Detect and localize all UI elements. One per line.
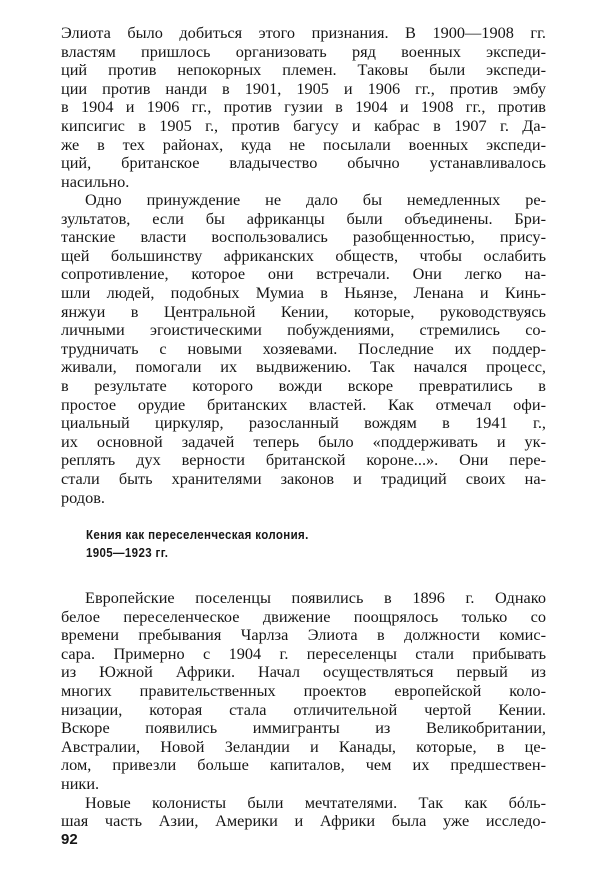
page-number: 92 — [61, 831, 78, 848]
text-line: Вскоре появились иммигранты из Великобритании, — [61, 719, 546, 738]
text-line: ники. — [61, 773, 100, 793]
text-line: сопротивление, которое они встречали. Они легко на- — [61, 265, 546, 284]
text-line: белое переселенческое движение поощрялось только со — [61, 607, 546, 626]
text-line: времени пребывания Чарлза Элиота в должности комис- — [61, 626, 546, 645]
text-line: янжуи в Центральной Кении, которые, руководствуясь — [61, 302, 546, 321]
text-block-second — [61, 191, 546, 507]
text-line: их основной задачей теперь было «поддерживать и ук- — [61, 432, 546, 451]
text-line: родов. — [61, 487, 105, 507]
text-line: танские власти воспользовались разобщенностью, прису- — [61, 228, 546, 247]
text-line: Одно принуждение не дало бы немедленных ре- — [85, 191, 546, 209]
text-line: властям пришлось организовать ряд военных экспеди- — [61, 42, 546, 61]
text-line: многих правительственных проектов европейской коло- — [61, 681, 546, 700]
paragraph — [61, 589, 546, 794]
text-line: Новые колонисты были мечтателями. Так как бóль- — [85, 793, 546, 812]
text-line: шая часть Азии, Америки и Африки была уже исследо- — [61, 812, 546, 831]
text-line: в 1904 и 1906 гг., против гузии в 1904 и 1908 гг., против — [61, 98, 546, 117]
text-line: кипсигис в 1905 г., против багусу и кабрас в 1907 г. Да- — [61, 116, 546, 135]
text-line: ций против непокорных племен. Таковы были экспеди- — [61, 61, 546, 80]
text-line: Европейские поселенцы появились в 1896 г. Однако — [85, 589, 546, 607]
text-line: низации, которая стала отличительной чертой Кении. — [61, 700, 546, 719]
text-line: личными эгоистическими побуждениями, стремились со- — [61, 321, 546, 340]
text-line: живали, помогали их выдвижению. Так начался процесс, — [61, 358, 546, 377]
paragraph — [61, 24, 546, 191]
text-line: шли людей, подобных Мумиа в Ньянзе, Ленана и Кинь- — [61, 283, 546, 302]
text-line: ции против нанди в 1901, 1905 и 1906 гг., против эмбу — [61, 79, 546, 98]
text-line: сара. Примерно с 1904 г. переселенцы стали прибывать — [61, 644, 546, 663]
section-heading — [86, 526, 309, 562]
text-line: в результате которого вожди вскоре превратились в — [61, 376, 546, 395]
text-block-top — [61, 24, 546, 191]
text-line: ций, британское владычество обычно устанавливалось — [61, 154, 546, 173]
text-line: трудничать с новыми хозяевами. Последние их поддер- — [61, 339, 546, 358]
text-line: лом, привезли больше капиталов, чем их предшествен- — [61, 756, 546, 775]
section-heading-title: Кения как переселенческая колония. — [86, 528, 309, 542]
text-line: насильно. — [61, 171, 130, 191]
text-line: же в тех районах, куда не посылали военных экспеди- — [61, 135, 546, 154]
text-line: Элиота было добиться этого признания. В 1900—1908 гг. — [61, 24, 546, 42]
text-block-bottom — [61, 589, 546, 831]
text-line: щей большинству африканских обществ, чтобы ослабить — [61, 246, 546, 265]
paragraph — [61, 191, 546, 507]
text-line: Австралии, Новой Зеландии и Канады, которые, в це- — [61, 737, 546, 756]
text-line: простое орудие британских властей. Как отмечал офи- — [61, 395, 546, 414]
paragraph — [61, 794, 546, 831]
section-heading-years: 1905—1923 гг. — [86, 546, 169, 560]
text-line: из Южной Африки. Начал осуществляться первый из — [61, 663, 546, 682]
text-line: зультатов, если бы африканцы были объединены. Бри- — [61, 209, 546, 228]
text-line: реплять дух верности британской короне...». Они пере- — [61, 451, 546, 470]
text-line: циальный циркуляр, разосланный вождям в 1941 г., — [61, 414, 546, 433]
text-line: стали быть хранителями законов и традиций своих на- — [61, 469, 546, 488]
